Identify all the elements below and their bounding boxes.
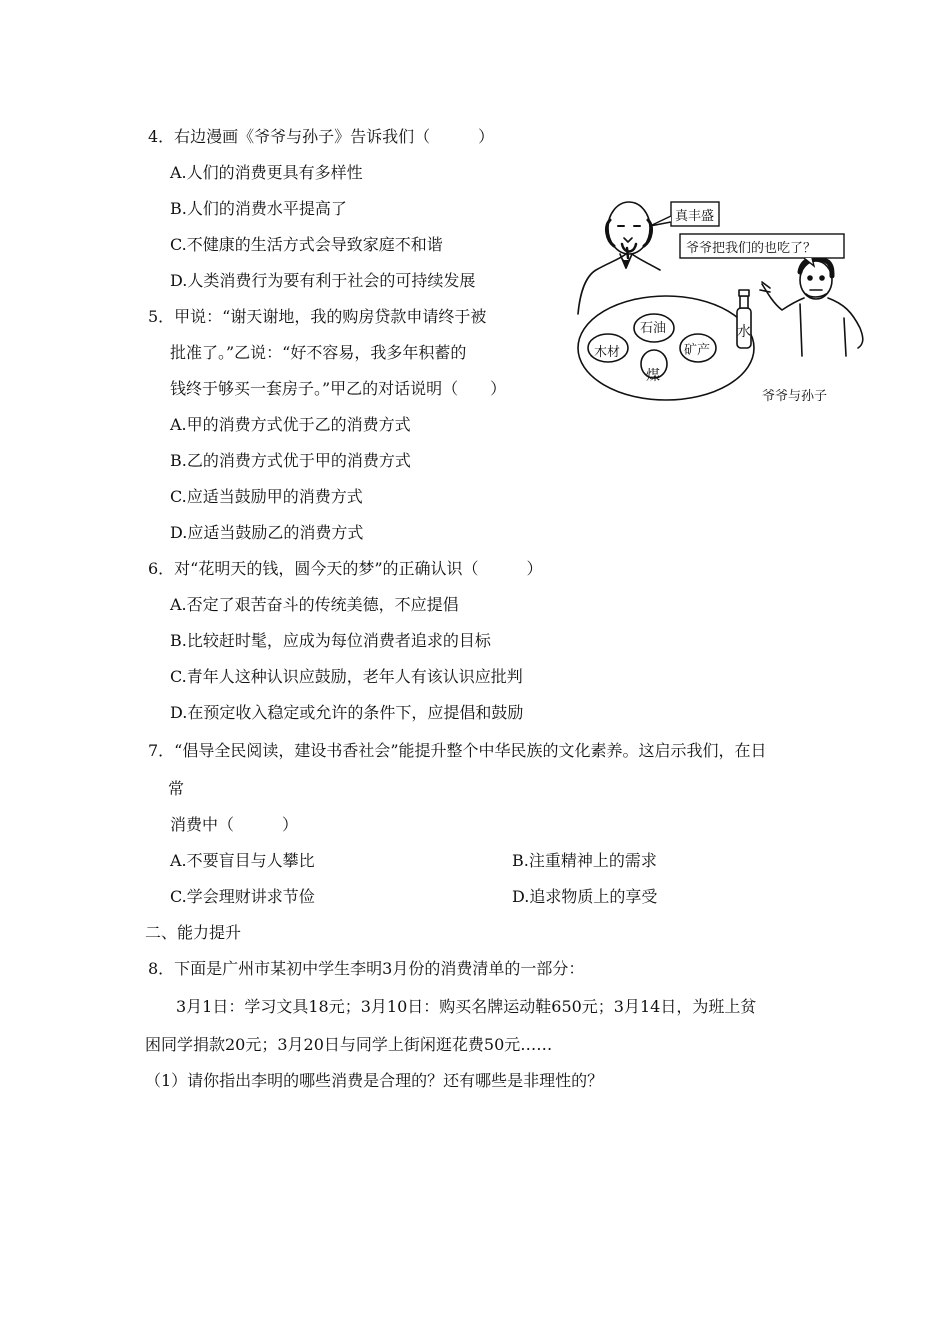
q7-option-c: C.学会理财讲求节俭 (170, 887, 315, 906)
q6-stem: 6．对“花明天的钱，圆今天的梦”的正确认识（ ） (148, 559, 543, 578)
q7-stem-line2: 常 (168, 779, 185, 798)
q7-stem-line1: 7．“倡导全民阅读，建设书香社会”能提升整个中华民族的文化素养。这启示我们，在日 (148, 741, 767, 760)
cartoon-caption: 爷爷与孙子 (762, 389, 828, 404)
q5-stem-line1: 5．甲说：“谢天谢地，我的购房贷款申请终于被 (148, 307, 487, 326)
q5-stem-line3: 钱终于够买一套房子。”甲乙的对话说明（ ） (170, 379, 507, 398)
dish-label-wood: 木材 (594, 345, 621, 360)
q4-option-c: C.不健康的生活方式会导致家庭不和谐 (170, 235, 443, 254)
section-heading: 二、能力提升 (145, 923, 242, 942)
q8-stem: 8．下面是广州市某初中学生李明3月份的消费清单的一部分： (148, 959, 585, 978)
grandpa-bubble-text: 真丰盛 (675, 209, 715, 224)
q5-stem-line2: 批准了。”乙说：“好不容易，我多年积蓄的 (170, 343, 467, 362)
grandson-figure (760, 258, 863, 356)
q7-option-a: A.不要盲目与人攀比 (170, 851, 315, 870)
q8-body-line2: 困同学捐款20元；3月20日与同学上街闲逛花费50元…… (145, 1035, 553, 1054)
q6-option-d: D.在预定收入稳定或允许的条件下，应提倡和鼓励 (170, 703, 524, 722)
q5-option-c: C.应适当鼓励甲的消费方式 (170, 487, 363, 506)
q4-option-b: B.人们的消费水平提高了 (170, 199, 347, 218)
q7-stem-line3: 消费中（ ） (170, 815, 299, 834)
q5-option-b: B.乙的消费方式优于甲的消费方式 (170, 451, 411, 470)
q4-option-d: D.人类消费行为要有利于社会的可持续发展 (170, 271, 476, 290)
q6-option-c: C.青年人这种认识应鼓励，老年人有该认识应批判 (170, 667, 523, 686)
q5-option-a: A.甲的消费方式优于乙的消费方式 (170, 415, 411, 434)
dish-label-coal: 煤 (646, 368, 660, 384)
bottle-label-water: 水 (737, 324, 751, 340)
grandpa-speech-bubble (650, 202, 719, 226)
q8-subquestion-1: （1）请你指出李明的哪些消费是合理的？还有哪些是非理性的？ (145, 1071, 604, 1090)
q6-option-b: B.比较赶时髦，应成为每位消费者追求的目标 (170, 631, 491, 650)
q4-stem: 4．右边漫画《爷爷与孙子》告诉我们（ ） (148, 127, 495, 146)
q5-option-d: D.应适当鼓励乙的消费方式 (170, 523, 364, 542)
grandson-bubble-text: 爷爷把我们的也吃了？ (686, 241, 817, 256)
q8-body-line1: 3月1日：学习文具18元；3月10日：购买名牌运动鞋650元；3月14日，为班上贫 (176, 997, 757, 1016)
dish-label-oil: 石油 (640, 321, 667, 336)
dish-label-minerals: 矿产 (684, 343, 711, 358)
q6-option-a: A.否定了艰苦奋斗的传统美德，不应提倡 (170, 595, 459, 614)
q7-option-b: B.注重精神上的需求 (512, 851, 657, 870)
q7-option-d: D.追求物质上的享受 (512, 887, 658, 906)
q4-option-a: A.人们的消费更具有多样性 (170, 163, 363, 182)
cartoon-illustration (574, 196, 874, 416)
